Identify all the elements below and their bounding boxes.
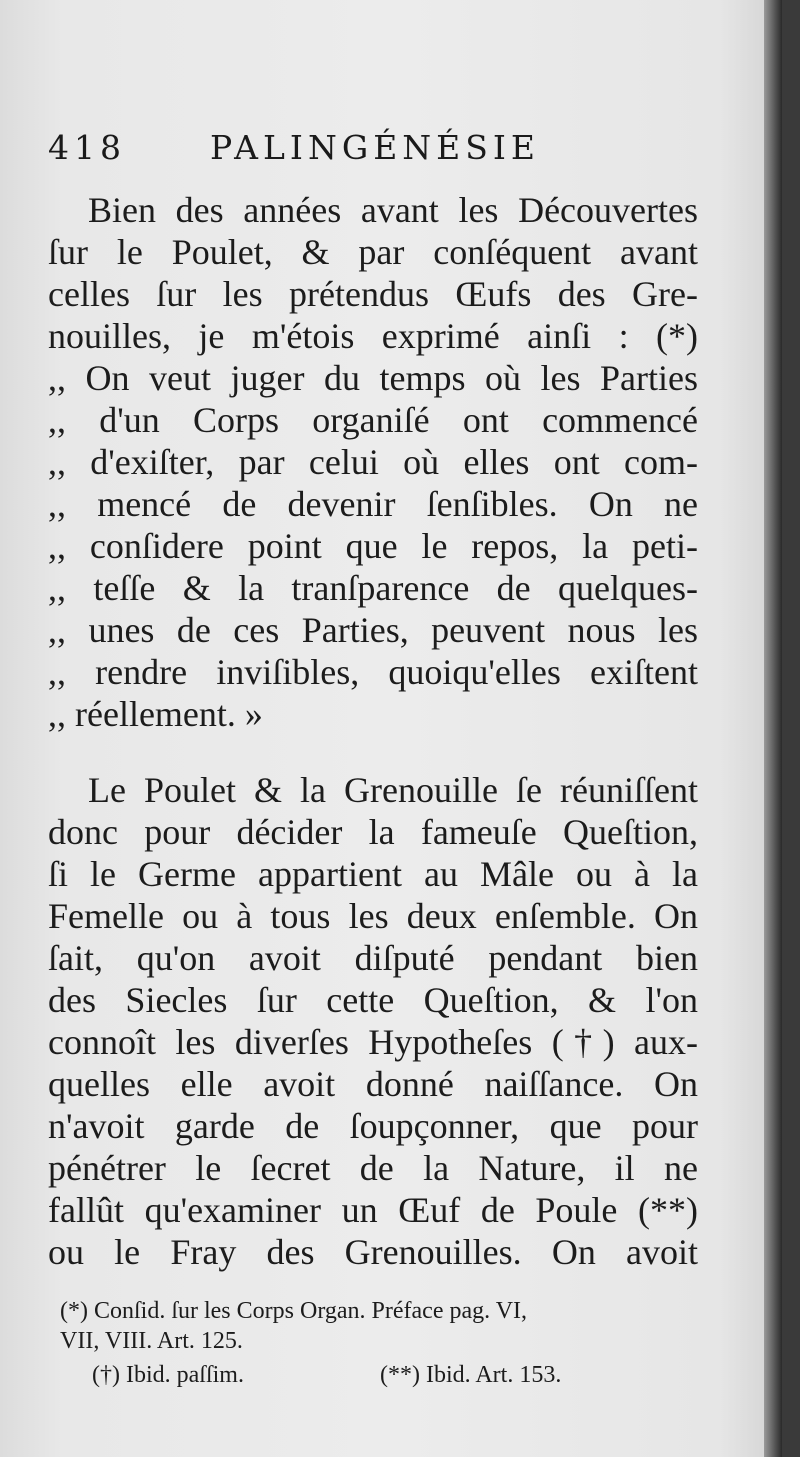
text-line: ,, teſſe & la tranſparence de quelques- <box>48 568 698 608</box>
text-line: connoît les diverſes Hypotheſes (†) aux- <box>48 1022 698 1062</box>
page-edge-shadow <box>764 0 782 1457</box>
footnote-line: (†) Ibid. paſſim. <box>92 1362 244 1388</box>
running-title: PALINGÉNÉSIE <box>210 128 540 167</box>
text-line: fallût qu'examiner un Œuf de Poule (**) <box>48 1190 698 1230</box>
footnote-line: (*) Conſid. ſur les Corps Organ. Préface pag. VI, <box>60 1298 528 1324</box>
text-line: ſait, qu'on avoit diſputé pendant bien <box>48 938 698 978</box>
text-line: ,, unes de ces Parties, peuvent nous les <box>48 610 698 650</box>
text-line: ou le Fray des Grenouilles. On avoit <box>48 1232 698 1272</box>
text-line: ,, réellement. » <box>48 694 263 734</box>
text-line: ,, conſidere point que le repos, la peti- <box>48 526 698 566</box>
text-line: Bien des années avant les Découvertes <box>88 190 698 230</box>
footnote-line: VII, VIII. Art. 125. <box>60 1328 243 1354</box>
text-line: n'avoit garde de ſoupçonner, que pour <box>48 1106 698 1146</box>
text-line: quelles elle avoit donné naiſſance. On <box>48 1064 698 1104</box>
text-line: ,, rendre inviſibles, quoiqu'elles exiſtent <box>48 652 698 692</box>
text-line: ſi le Germe appartient au Mâle ou à la <box>48 854 698 894</box>
text-line: ſur le Poulet, & par conſéquent avant <box>48 232 698 272</box>
text-line: nouilles, je m'étois exprimé ainſi : (*) <box>48 316 698 356</box>
page-number: 418 <box>48 128 126 167</box>
text-line: Le Poulet & la Grenouille ſe réuniſſent <box>88 770 698 810</box>
text-line: ,, On veut juger du temps où les Parties <box>48 358 698 398</box>
page-header <box>48 128 698 180</box>
text-line: ,, d'un Corps organiſé ont commencé <box>48 400 698 440</box>
text-line: ,, mencé de devenir ſenſibles. On ne <box>48 484 698 524</box>
text-line: celles ſur les prétendus Œufs des Gre- <box>48 274 698 314</box>
text-line: des Siecles ſur cette Queſtion, & l'on <box>48 980 698 1020</box>
text-line: ,, d'exiſter, par celui où elles ont com- <box>48 442 698 482</box>
text-line: donc pour décider la fameuſe Queſtion, <box>48 812 698 852</box>
text-line: Femelle ou à tous les deux enſemble. On <box>48 896 698 936</box>
text-line: pénétrer le ſecret de la Nature, il ne <box>48 1148 698 1188</box>
footnote-line: (**) Ibid. Art. 153. <box>380 1362 562 1388</box>
